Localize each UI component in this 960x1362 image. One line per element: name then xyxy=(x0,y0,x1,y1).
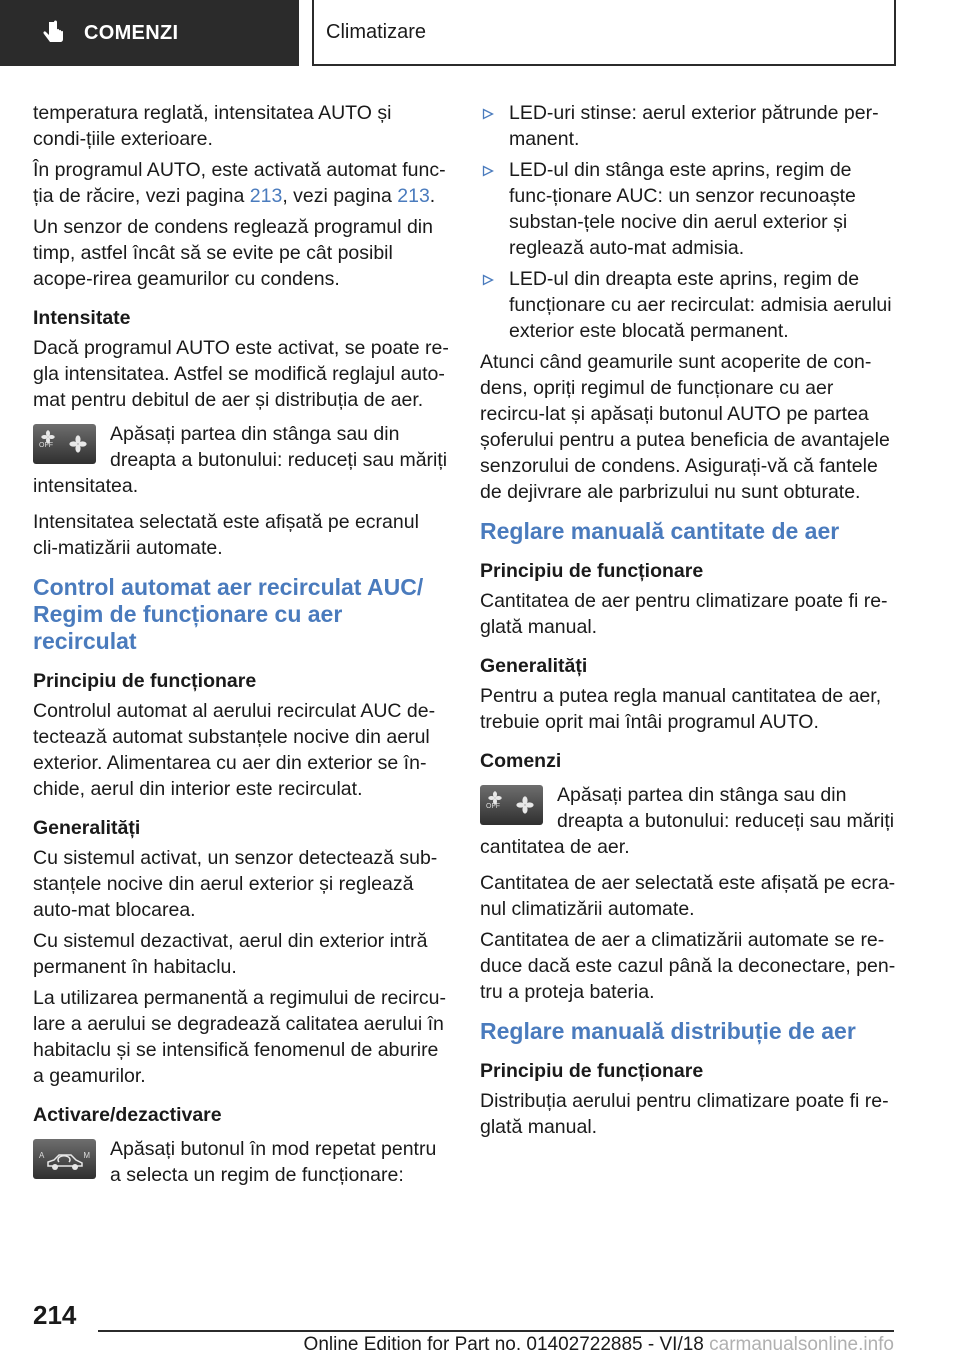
page-header xyxy=(0,0,960,66)
section-tab-label: COMENZI xyxy=(84,21,179,44)
section-heading-distributie: Reglare manuală distribuție de aer xyxy=(480,1018,856,1044)
triangle-bullet-icon xyxy=(482,108,494,120)
page-number: 214 xyxy=(33,1300,77,1330)
off-label: OFF xyxy=(39,442,53,449)
paragraph: La utilizarea permanentă a regimului de recircu‐lare a aerului se degradează calitatea aerului în habitaclu și se intensifică fenomenul de aburire a geamurilor. xyxy=(33,987,446,1087)
paragraph: Cantitatea de aer pentru climatizare poate fi re‐glată manual. xyxy=(480,590,888,638)
triangle-bullet-icon xyxy=(482,165,494,177)
mode-list xyxy=(480,100,896,344)
button-instruction-text: Apăsați partea din stânga sau din dreapta a butonului: reduceți sau măriți intensitatea. xyxy=(33,423,448,497)
paragraph: Dacă programul AUTO este activat, se poate re‐gla intensitatea. Astfel se modifică reglajul auto‐mat pentru debitul de aer și distribuția de aer. xyxy=(33,337,449,411)
hand-pointer-icon xyxy=(40,19,68,47)
off-label: OFF xyxy=(486,803,500,810)
button-instruction xyxy=(33,1136,449,1188)
section-tab-comenzi[interactable] xyxy=(0,0,299,66)
footer-edition xyxy=(300,1334,894,1356)
right-column xyxy=(480,100,896,1145)
fan-button-image xyxy=(33,424,96,464)
auc-m-label: M xyxy=(83,1151,90,1160)
footer-divider xyxy=(98,1330,894,1332)
paragraph: Controlul automat al aerului recirculat AUC de‐tectează automat substanțele nocive din aerul exterior. Alimentarea cu aer din exterior se în‐chide, aerul din interior este recirculat. xyxy=(33,700,436,800)
subheading-principiu: Principiu de funcționare xyxy=(33,670,257,692)
auc-a-label: A xyxy=(39,1151,45,1160)
list-item: LED-ul din dreapta este aprins, regim de funcționare cu aer recirculat: admisia aerului exterior este blocată permanent. xyxy=(480,266,896,344)
edition-text: Online Edition for Part no. 01402722885 - VI/18 xyxy=(303,1334,704,1355)
list-item: LED-ul din stânga este aprins, regim de func‐ționare AUC: un senzor recunoaște substan‐țele nocive din aerul exterior și reglează auto‐mat admisia. xyxy=(480,157,896,261)
fan-button-image xyxy=(480,785,543,825)
triangle-bullet-icon xyxy=(482,274,494,286)
list-item: LED-uri stinse: aerul exterior pătrunde per‐manent. xyxy=(480,100,896,152)
left-column xyxy=(33,100,449,1198)
paragraph: Cantitatea de aer a climatizării automate se re‐duce dacă este cazul până la deconectare, pen‐tru a proteja bateria. xyxy=(480,929,896,1003)
subheading-generalitati: Generalități xyxy=(480,655,588,677)
paragraph: Cu sistemul dezactivat, aerul din exterior intră permanent în habitaclu. xyxy=(33,930,428,978)
fan-large-icon xyxy=(516,796,534,814)
paragraph: Un senzor de condens reglează programul din timp, astfel încât să se evite pe cât posibil acope‐rirea geamurilor cu condens. xyxy=(33,216,433,290)
paragraph: Cu sistemul activat, un senzor detectează sub‐stanțele nocive din aerul exterior și reglează auto‐mat blocarea. xyxy=(33,847,438,921)
chapter-title: Climatizare xyxy=(312,0,896,66)
page-link[interactable]: 213 xyxy=(249,185,283,207)
paragraph: Distribuția aerului pentru climatizare poate fi re‐glată manual. xyxy=(480,1090,889,1138)
subheading-intensitate: Intensitate xyxy=(33,307,131,329)
button-instruction xyxy=(33,421,449,499)
subheading-principiu: Principiu de funcționare xyxy=(480,560,704,582)
section-heading-auc: Control automat aer recirculat AUC/ Regim de funcționare cu aer recirculat xyxy=(33,574,424,654)
watermark: carmanualsonline.info xyxy=(709,1334,894,1355)
subheading-activare: Activare/dezactivare xyxy=(33,1104,222,1126)
paragraph: temperatura reglată, intensitatea AUTO și condi‐țiile exterioare. xyxy=(33,102,392,150)
subheading-generalitati: Generalități xyxy=(33,817,141,839)
paragraph: Atunci când geamurile sunt acoperite de con‐dens, opriți regimul de funcționare cu aer recircu‐lat și apăsați butonul AUTO pe partea șoferului pentru a putea beneficia de avantajele senzorului de condens. Asigurați-vă că fantele de dejivrare ale parbrizului nu sunt obturate. xyxy=(480,351,890,503)
section-heading-cantitate: Reglare manuală cantitate de aer xyxy=(480,518,840,544)
subheading-principiu: Principiu de funcționare xyxy=(480,1060,704,1082)
car-recirculation-icon xyxy=(45,1151,85,1173)
recirculation-button-image xyxy=(33,1139,96,1179)
paragraph: Intensitatea selectată este afișată pe ecranul cli‐matizării automate. xyxy=(33,511,419,559)
fan-large-icon xyxy=(69,435,87,453)
paragraph: Pentru a putea regla manual cantitatea de aer, trebuie oprit mai întâi programul AUTO. xyxy=(480,685,882,733)
button-instruction xyxy=(480,782,896,860)
button-instruction-text: Apăsați partea din stânga sau din dreapta a butonului: reduceți sau măriți cantitatea de aer. xyxy=(480,784,895,858)
paragraph-with-links: În programul AUTO, este activată automat func‐ția de răcire, vezi pagina 213, vezi pagina 213. xyxy=(33,159,446,207)
subheading-comenzi: Comenzi xyxy=(480,750,562,772)
page-link[interactable]: 213 xyxy=(397,185,430,207)
paragraph: Cantitatea de aer selectată este afișată pe ecra‐nul climatizării automate. xyxy=(480,872,896,920)
button-instruction-text: Apăsați butonul în mod repetat pentru a selecta un regim de funcționare: xyxy=(110,1138,437,1186)
